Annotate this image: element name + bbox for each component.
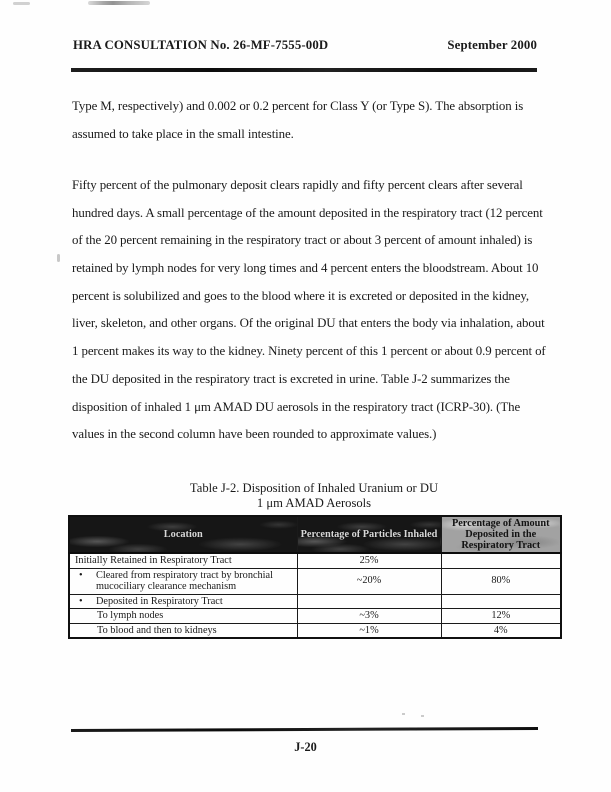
bullet-marker: • (79, 595, 83, 607)
paragraph (72, 96, 552, 151)
body-line: percent is solubilized and goes to the blood where it is excreted or deposited in the kidney, (72, 288, 530, 303)
location-cell: To blood and then to kidneys (69, 623, 297, 638)
scan-artifact (402, 713, 405, 715)
header-doc-number: HRA CONSULTATION No. 26-MF-7555-00D (73, 38, 329, 52)
pct-deposited-cell (441, 553, 561, 568)
disposition-table (68, 515, 562, 639)
pct-deposited-cell: 4% (441, 623, 561, 638)
page-header (73, 38, 537, 53)
footer-rule (71, 727, 538, 732)
pct-inhaled-cell: ~20% (297, 568, 441, 594)
table-row (69, 553, 561, 568)
header-date: September 2000 (447, 38, 537, 52)
location-cell: • Deposited in Respiratory Tract (69, 594, 297, 609)
column-header-location: Location (69, 516, 297, 553)
body-line: of the 20 percent remaining in the respiratory tract or about 3 percent of amount inhaled) is (72, 233, 533, 248)
column-header-pct-deposited: Percentage of Amount Deposited in the Respiratory Tract (441, 516, 561, 553)
body-line: retained by lymph nodes for very long times and 4 percent enters the bloodstream. About 10 (72, 261, 539, 276)
body-line: the DU deposited in the respiratory tract is excreted in urine. Table J-2 summarizes the (72, 371, 510, 386)
table-row (69, 623, 561, 638)
table-header-row (69, 516, 561, 553)
body-line: values in the second column have been rounded to approximate values.) (72, 427, 437, 442)
body-line: Fifty percent of the pulmonary deposit clears rapidly and fifty percent clears after several (72, 178, 523, 192)
body-line: 1 percent makes its way to the kidney. Ninety percent of this 1 percent or about 0.9 percent of (72, 344, 546, 359)
body-line: disposition of inhaled 1 μm AMAD DU aerosols in the respiratory tract (ICRP-30). (The (72, 399, 521, 414)
body-line: liver, skeleton, and other organs. Of the original DU that enters the body via inhalation, about (72, 316, 545, 331)
body-line: assumed to take place in the small intestine. (72, 126, 294, 141)
body-line: Type M, respectively) and 0.002 or 0.2 percent for Class Y (or Type S). The absorption is (72, 99, 524, 113)
scan-artifact (57, 254, 60, 262)
body-line: hundred days. A small percentage of the amount deposited in the respiratory tract (12 percent (72, 205, 543, 220)
pct-deposited-cell: 80% (441, 568, 561, 594)
table-row (69, 594, 561, 609)
pct-inhaled-cell (297, 594, 441, 609)
pct-inhaled-cell: ~3% (297, 609, 441, 624)
header-rule (71, 68, 537, 72)
location-cell: • Cleared from respiratory tract by bronchial mucociliary clearance mechanism (69, 568, 297, 594)
pct-deposited-cell: 12% (441, 609, 561, 624)
scan-artifact (421, 715, 424, 717)
table-title-line1: Table J-2. Disposition of Inhaled Uranium or DU (189, 481, 439, 495)
pct-deposited-cell (441, 594, 561, 609)
location-cell: To lymph nodes (69, 609, 297, 624)
column-header-pct-inhaled: Percentage of Particles Inhaled (297, 516, 441, 553)
scan-artifact (13, 2, 30, 5)
scan-artifact (88, 1, 150, 5)
table-title-line2: 1 μm AMAD Aerosols (256, 496, 372, 510)
table-row (69, 609, 561, 624)
location-cell: Initially Retained in Respiratory Tract (69, 553, 297, 568)
page-number: J-20 (294, 740, 317, 754)
pct-inhaled-cell: ~1% (297, 623, 441, 638)
table-row (69, 568, 561, 594)
table-title (68, 481, 560, 511)
bullet-marker: • (79, 569, 83, 581)
pct-inhaled-cell: 25% (297, 553, 441, 568)
paragraph (72, 175, 552, 452)
